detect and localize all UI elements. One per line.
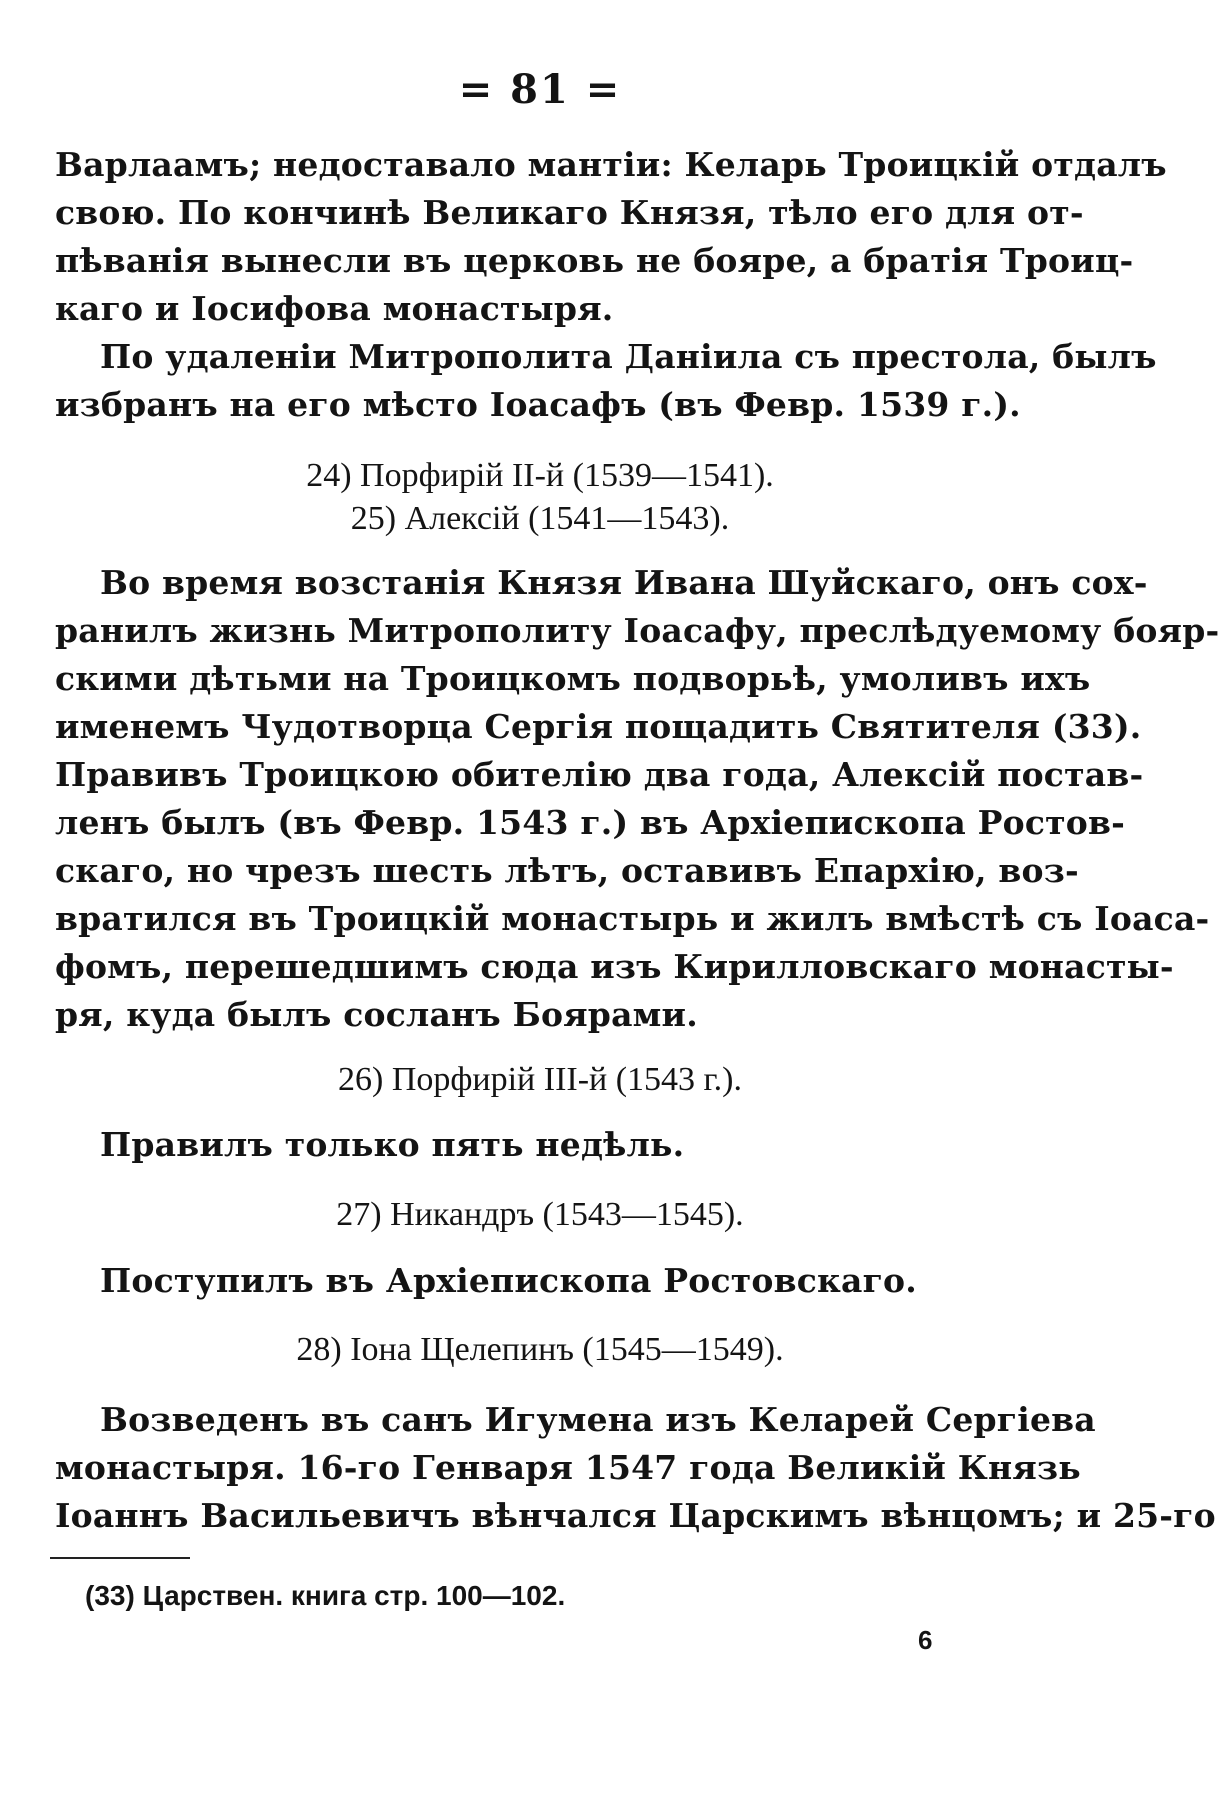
paragraph-line: скаго, но чрезъ шесть лѣтъ, оставивъ Епархію, воз- [55, 851, 1079, 890]
paragraph-line: Поступилъ въ Архіепископа Ростовскаго. [100, 1261, 917, 1300]
signature-mark: 6 [918, 1625, 933, 1655]
section-heading: 25) Алексій (1541—1543). [350, 500, 730, 537]
section-heading: 24) Порфирій II-й (1539—1541). [306, 457, 774, 494]
paragraph-line: вратился въ Троицкій монастырь и жилъ вмѣстѣ съ Іоаса- [55, 899, 1210, 938]
paragraph-line: Правивъ Троицкою обителію два года, Алексій постав- [55, 755, 1144, 794]
paragraph-line: каго и Іосифова монастыря. [55, 289, 614, 328]
paragraph-line: скими дѣтьми на Троицкомъ подворьѣ, умоливъ ихъ [55, 659, 1091, 698]
section-heading: 27) Никандръ (1543—1545). [336, 1196, 744, 1233]
paragraph-line: ранилъ жизнь Митрополиту Іоасафу, преслѣдуемому бояр- [55, 611, 1219, 650]
paragraph-line: Правилъ только пять недѣль. [100, 1125, 685, 1164]
paragraph-line: По удаленіи Митрополита Даніила съ престола, былъ [100, 337, 1157, 376]
paragraph-line: свою. По кончинѣ Великаго Князя, тѣло его для от- [55, 193, 1084, 232]
paragraph-line: Варлаамъ; недоставало мантіи: Келарь Троицкій отдалъ [55, 145, 1167, 184]
page-number: = 81 = [458, 66, 622, 113]
paragraph-line: ря, куда былъ сосланъ Боярами. [55, 995, 698, 1034]
footnote-divider [50, 1557, 190, 1559]
section-heading: 26) Порфирій III-й (1543 г.). [338, 1061, 742, 1098]
paragraph-line: пѣванія вынесли въ церковь не бояре, а братія Троиц- [55, 241, 1134, 280]
paragraph-line: ленъ былъ (въ Февр. 1543 г.) въ Архіепископа Ростов- [55, 803, 1126, 842]
section-heading: 28) Іона Щелепинъ (1545—1549). [296, 1331, 784, 1368]
paragraph-line: избранъ на его мѣсто Іоасафъ (въ Февр. 1539 г.). [55, 385, 1021, 424]
paragraph-line: именемъ Чудотворца Сергія пощадить Святителя (33). [55, 707, 1142, 746]
footnote: (33) Царствен. книга стр. 100—102. [85, 1580, 566, 1611]
paragraph-line: Во время возстанія Князя Ивана Шуйскаго, онъ сох- [100, 563, 1148, 602]
paragraph-line: Возведенъ въ санъ Игумена изъ Келарей Сергіева [100, 1400, 1096, 1439]
paragraph-line: Іоаннъ Васильевичъ вѣнчался Царскимъ вѣнцомъ; и 25-го [55, 1496, 1216, 1535]
paragraph-line: фомъ, перешедшимъ сюда изъ Кирилловскаго монасты- [55, 947, 1174, 986]
paragraph-line: монастыря. 16-го Генваря 1547 года Великій Князь [55, 1448, 1081, 1487]
